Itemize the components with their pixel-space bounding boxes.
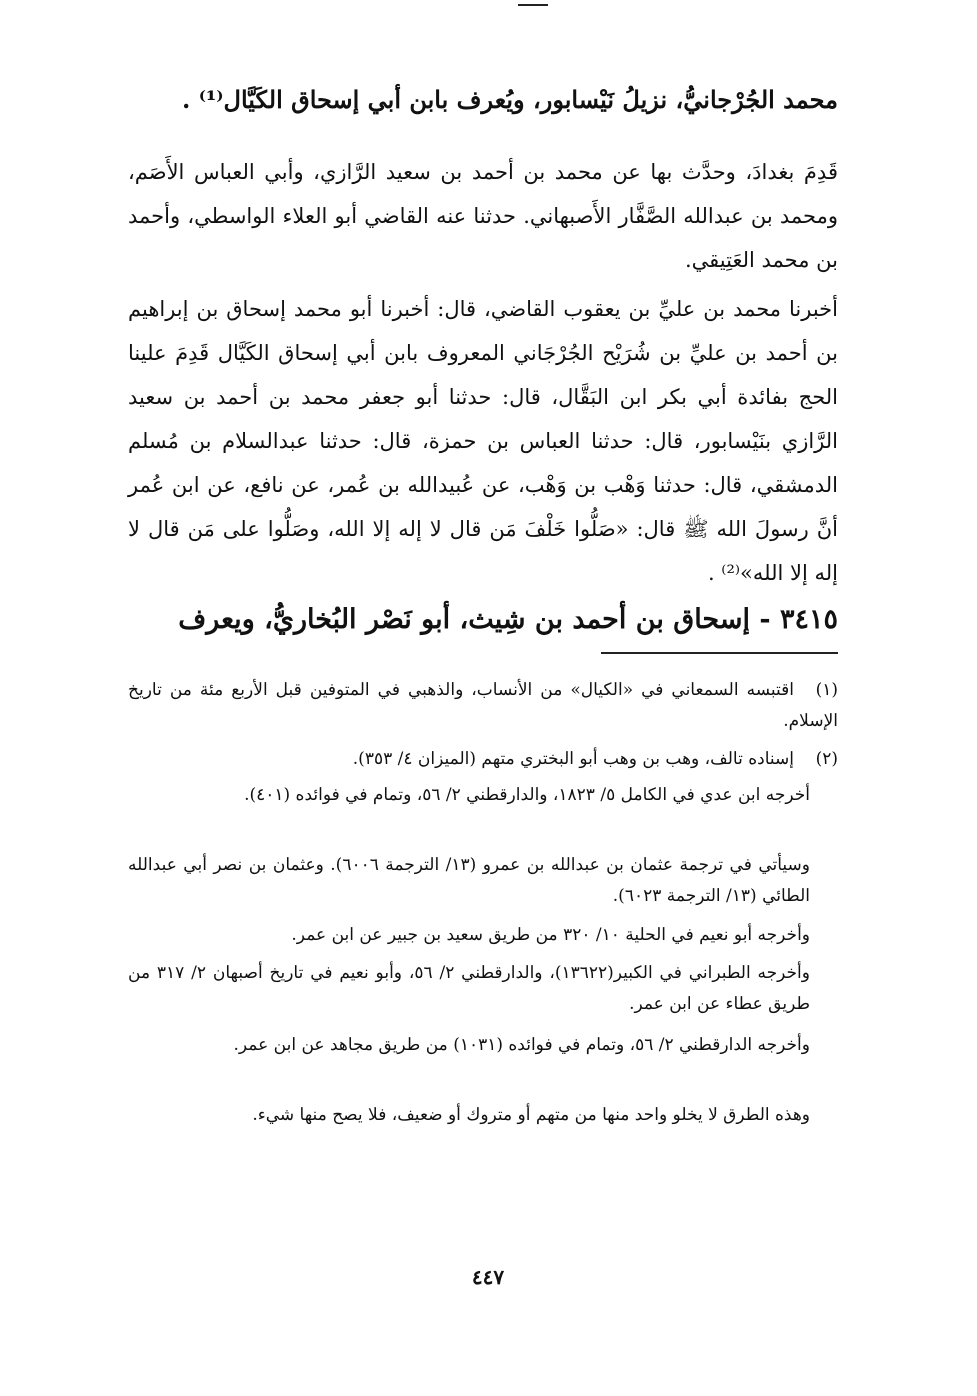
top-mark xyxy=(518,4,548,6)
biography-heading: محمد الجُرْجانيُّ، نزيلُ نَيْسابور، ويُعرف بابن أبي إسحاق الكَيَّال⁽¹⁾ . xyxy=(181,85,838,114)
footnote-number: (٢) xyxy=(815,749,838,769)
footnote-text: إسناده تالف، وهب بن وهب أبو البختري متهم (الميزان ٤/ ٣٥٣). xyxy=(352,749,794,769)
footnote-2-line: وسيأتي في ترجمة عثمان بن عبدالله بن عمرو (١٣/ الترجمة ٦٠٠٦). وعثمان بن نصر أبي عبدالله الطائي (١٣/ الترجمة ٦٠٢٣). xyxy=(128,855,810,906)
footnote-2-line: أخرجه ابن عدي في الكامل ٥/ ١٨٢٣، والدارقطني ٢/ ٥٦، وتمام في فوائده (٤٠١). xyxy=(244,785,810,805)
footnote-text: اقتبسه السمعاني في «الكيال» من الأنساب، والذهبي في المتوفين قبل الأربع مئة من تاريخ الإسلام. xyxy=(128,680,838,731)
footnote-1 xyxy=(128,675,838,737)
biography-paragraph: قَدِمَ بغدادَ، وحدَّث بها عن محمد بن أحمد بن سعيد الرَّازي، وأبي العباس الأَصَم، ومحمد بن عبدالله الصَّفَّار الأَصبهاني. حدثنا عنه القاضي أبو العلاء الواسطي، وأحمد بن محمد العَتِيقي. xyxy=(128,160,838,272)
footnote-2 xyxy=(128,744,838,775)
footnote-2-line: وهذه الطرق لا يخلو واحد منها من متهم أو متروك أو ضعيف، فلا يصح منها شيء. xyxy=(252,1105,810,1125)
entry-heading: ٣٤١٥ - إسحاق بن أحمد بن شِيث، أبو نَصْر البُخاريُّ، ويعرف xyxy=(178,604,838,635)
hadith-paragraph: أخبرنا محمد بن عليِّ بن يعقوب القاضي، قال: أخبرنا أبو محمد إسحاق بن إبراهيم بن أحمد بن عليِّ بن شُرَيْح الجُرْجَاني المعروف بابن أبي إسحاق الكَيَّال قَدِمَ علينا الحج بفائدة أبي بكر ابن البَقَّال، قال: حدثنا أبو جعفر محمد بن أحمد بن سعيد الرَّازي بنَيْسابور، قال: حدثنا العباس بن حمزة، قال: حدثنا عبدالسلام بن مُسلم الدمشقي، قال: حدثنا وَهْب بن وَهْب، عن عُبيدالله بن عُمر، عن نافع، عن ابن عُمر أنَّ رسولَ الله ﷺ قال: «صَلُّوا خَلْفَ مَن قال لا إله إلا الله، وصَلُّوا على مَن قال لا إله إلا الله»⁽²⁾ . xyxy=(128,297,839,585)
footnote-2-line: وأخرجه الدارقطني ٢/ ٥٦، وتمام في فوائده (١٠٣١) من طريق مجاهد عن ابن عمر. xyxy=(233,1035,810,1055)
footnote-2-line: وأخرجه أبو نعيم في الحلية ١٠/ ٣٢٠ من طريق سعيد بن جبير عن ابن عمر. xyxy=(291,925,810,945)
page-number: ٤٤٧ xyxy=(471,1265,505,1289)
footnote-2-line: وأخرجه الطبراني في الكبير(١٣٦٢٢)، والدارقطني ٢/ ٥٦، وأبو نعيم في تاريخ أصبهان ٢/ ٣١٧ من طريق عطاء عن ابن عمر. xyxy=(128,963,810,1014)
footnote-divider xyxy=(601,652,838,654)
footnote-number: (١) xyxy=(815,680,838,700)
